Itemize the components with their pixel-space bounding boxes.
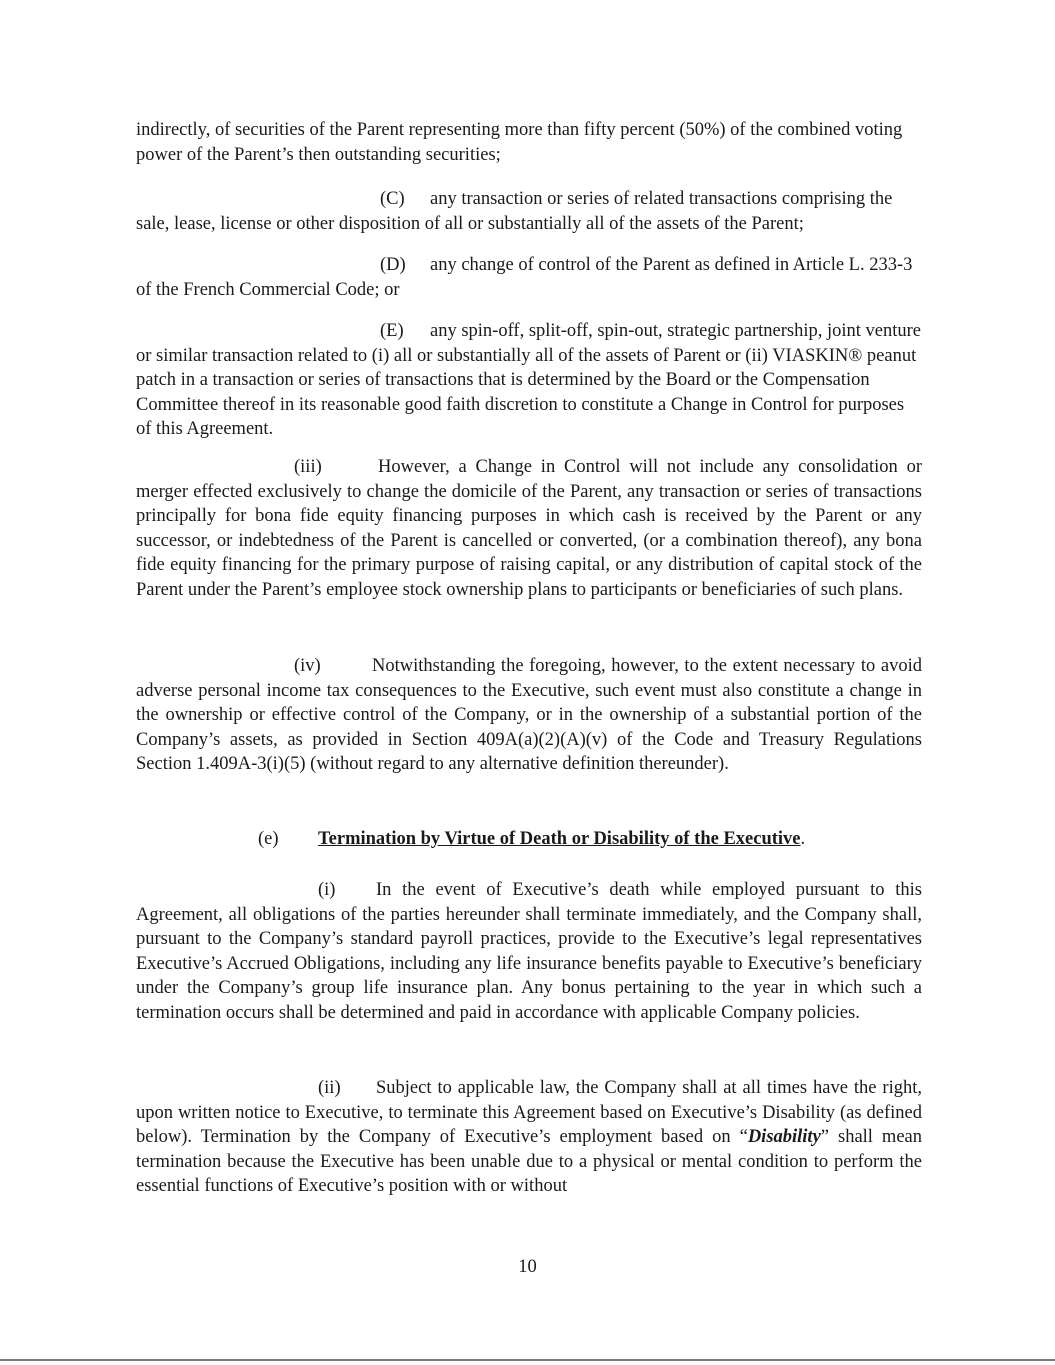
clause-e-i-marker: (i) bbox=[318, 880, 336, 900]
clause-iii bbox=[136, 455, 922, 602]
disability-defined-term: Disability bbox=[747, 1127, 821, 1147]
clause-d bbox=[136, 253, 922, 302]
section-e-heading bbox=[258, 827, 805, 852]
clause-e-i-text: In the event of Executive’s death while employed pursuant to this Agreement, all obligations of the parties hereunder shall terminate immediately, and the Company shall, pursuant to the Company’s standard payroll practices, provide to the Executive’s legal representatives Executive’s Accrued Obligations, including any life insurance benefits payable to Executive’s beneficiary under the Company’s group life insurance plan. Any bonus pertaining to the year in which such a termination occurs shall be determined and paid in accordance with applicable Company policies. bbox=[136, 880, 922, 1023]
clause-e bbox=[136, 319, 922, 442]
clause-e-ii bbox=[136, 1076, 922, 1199]
disability-open-quote: “ bbox=[739, 1127, 748, 1147]
paragraph-continuation bbox=[136, 118, 922, 167]
scan-bottom-edge bbox=[0, 1359, 1055, 1361]
clause-e-i bbox=[136, 878, 922, 1025]
clause-c-marker: (C) bbox=[380, 189, 405, 209]
paragraph-continuation-text: indirectly, of securities of the Parent representing more than fifty percent (50%) of the combined voting power of the Parent’s then outstanding securities; bbox=[136, 120, 903, 165]
clause-c bbox=[136, 187, 922, 236]
clause-e-ii-text-1: Subject to applicable law, the Company shall at all times have the right, upon written notice to Executive, to terminate this Agreement based on Executive’s Disability (as defined below). Termination by the Company of Executive’s employment based on bbox=[136, 1078, 922, 1147]
clause-iii-text: However, a Change in Control will not include any consolidation or merger effected exclusively to change the domicile of the Parent, any transaction or series of transactions principally for bona fide equity financing purposes in which cash is received by the Parent or any successor, or indebtedness of the Parent is cancelled or converted, (or a combination thereof), any bona fide equity financing for the primary purpose of raising capital, or any distribution of capital stock of the Parent under the Parent’s employee stock ownership plans to participants or beneficiaries of such plans. bbox=[136, 457, 922, 600]
clause-iv bbox=[136, 654, 922, 777]
section-e-title-period: . bbox=[800, 829, 806, 849]
clause-e-text: any spin-off, split-off, spin-out, strategic partnership, joint venture or similar transaction related to (i) all or substantially all of the assets of Parent or (ii) VIASKIN® peanut patch in a transaction or series of transactions that is determined by the Board or the Compensation Committee thereof in its reasonable good faith discretion to constitute a Change in Control for purposes of this Agreement. bbox=[136, 321, 922, 439]
section-e-title: Termination by Virtue of Death or Disability of the Executive bbox=[318, 829, 801, 849]
clause-e-ii-marker: (ii) bbox=[318, 1078, 341, 1098]
page-number: 10 bbox=[518, 1257, 537, 1277]
clause-iv-text: Notwithstanding the foregoing, however, to the extent necessary to avoid adverse personal income tax consequences to the Executive, such event must also constitute a change in the ownership or effective control of the Company, or in the ownership of a substantial portion of the Company’s assets, as provided in Section 409A(a)(2)(A)(v) of the Code and Treasury Regulations Section 1.409A-3(i)(5) (without regard to any alternative definition thereunder). bbox=[136, 656, 922, 774]
section-e-marker: (e) bbox=[258, 829, 279, 849]
clause-iii-marker: (iii) bbox=[294, 457, 322, 477]
clause-e-marker: (E) bbox=[380, 321, 404, 341]
clause-iv-marker: (iv) bbox=[294, 656, 321, 676]
clause-d-marker: (D) bbox=[380, 255, 406, 275]
clause-c-text: any transaction or series of related transactions comprising the sale, lease, license or other disposition of all or substantially all of the assets of the Parent; bbox=[136, 189, 893, 234]
clause-e-ii-text-2: ” shall mean termination because the Executive has been unable due to a physical or mental condition to perform the essential functions of Executive’s position with or without bbox=[136, 1127, 922, 1196]
clause-d-text: any change of control of the Parent as defined in Article L. 233-3 of the French Commercial Code; or bbox=[136, 255, 913, 300]
